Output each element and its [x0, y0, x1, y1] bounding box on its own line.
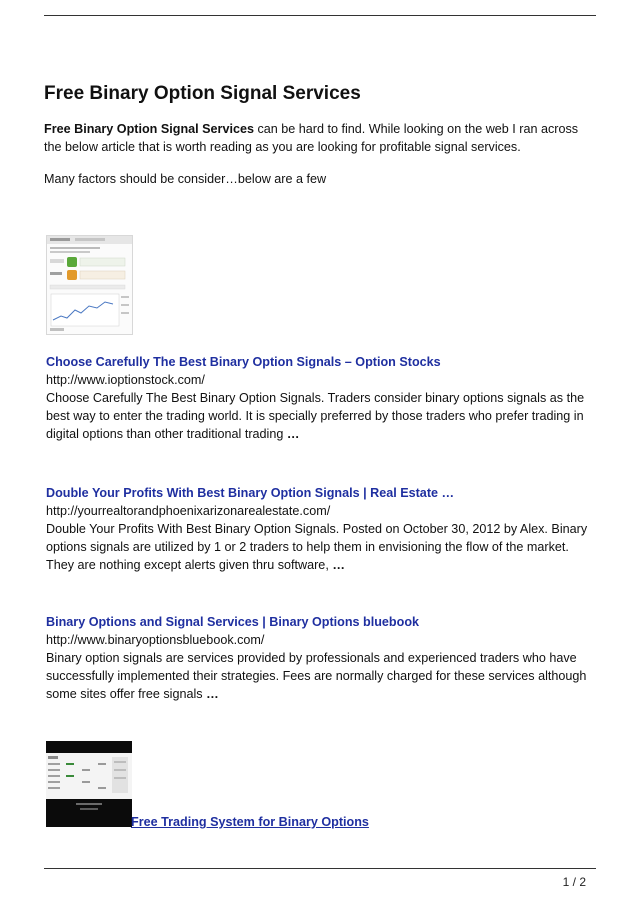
signal-widget-image [47, 236, 132, 334]
page-number: 1 / 2 [562, 875, 586, 889]
article-description [46, 649, 594, 703]
article-description-text: Choose Carefully The Best Binary Option Signals. Traders consider binary options signals as the best way to enter the trading world. It is specially preferred by those traders who prefer trading in digital options than other traditional trading [46, 391, 585, 441]
article-ellipsis: … [286, 427, 300, 441]
article-description-text: Binary option signals are services provided by professionals and experienced traders who have successfully implemented their strategies. Fees are normally charged for these services although some sites offer free signals [46, 651, 587, 701]
trading-system-thumbnail [46, 741, 132, 827]
intro-bold: Free Binary Option Signal Services [44, 122, 254, 136]
article-url: http://www.binaryoptionsbluebook.com/ [46, 633, 265, 647]
article-3 [46, 613, 594, 703]
article-1 [46, 353, 594, 443]
document-body [44, 82, 596, 188]
article-description-text: Double Your Profits With Best Binary Option Signals. Posted on October 30, 2012 by Alex. Binary options signals are utilized by 1 or 2 traders to help them in envisioning the flow of the market. They are nothing except alerts given thru software, [46, 522, 588, 572]
header-rule [44, 15, 596, 16]
signal-widget-thumbnail [46, 235, 133, 335]
intro-text: can be hard to find. While looking on the web I ran across the below article that is worth reading as you are looking for profitable signal services. [44, 122, 579, 154]
article-ellipsis: … [206, 687, 219, 701]
footer-rule [44, 868, 596, 869]
page-title: Free Binary Option Signal Services [44, 83, 361, 104]
intro-paragraph-2: Many factors should be consider…below are a few [44, 172, 327, 186]
article-2 [46, 484, 594, 574]
intro-paragraph [44, 120, 596, 156]
article-heading-link[interactable]: Binary Options and Signal Services | Binary Options bluebook [46, 615, 420, 629]
article-url: http://www.ioptionstock.com/ [46, 373, 205, 387]
article-heading-link[interactable]: Double Your Profits With Best Binary Option Signals | Real Estate … [46, 486, 455, 500]
trading-system-image [46, 741, 132, 827]
article-description [46, 389, 594, 443]
article-heading-link[interactable]: Choose Carefully The Best Binary Option Signals – Option Stocks [46, 355, 441, 369]
trading-system-link[interactable]: Free Trading System for Binary Options [131, 815, 369, 829]
article-ellipsis: … [332, 558, 345, 572]
article-url: http://yourrealtorandphoenixarizonarealestate.com/ [46, 504, 331, 518]
article-description [46, 520, 594, 574]
